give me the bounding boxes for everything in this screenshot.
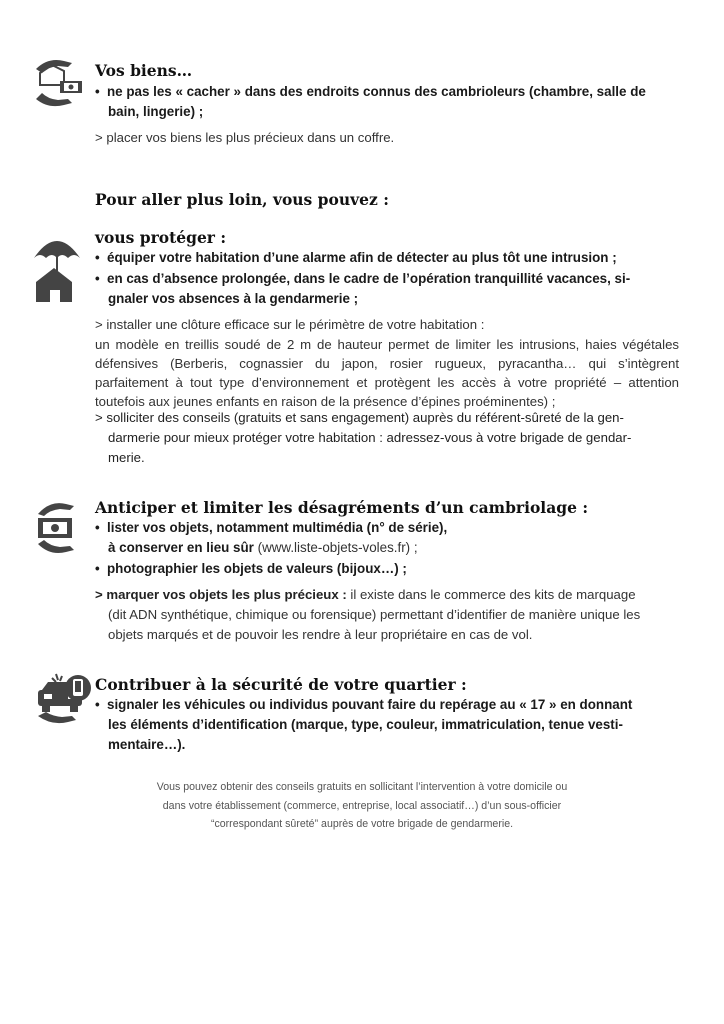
bullet-item: • signaler les véhicules ou individus pouvant faire du repérage au « 17 » en donnant les éléments d’identification (marque, type, couleur, immatriculation, tenue vesti- mentaire…). (95, 697, 633, 752)
hands-money-icon (34, 498, 94, 560)
section-anticiper (95, 498, 685, 645)
footer-line: “correspondant sûreté” auprès de votre brigade de gendarmerie. (210, 818, 514, 830)
advice-line: (dit ADN synthétique, chimique ou forensique) permettant d’identifier de manière unique les (108, 607, 641, 622)
advice-line: objets marqués et de pouvoir les rendre à leur propriétaire en cas de vol. (108, 627, 533, 642)
advice-line: merie. (108, 450, 145, 465)
advice-line: > marquer vos objets les plus précieux : il existe dans le commerce des kits de marquage (95, 587, 636, 602)
advice-paragraph: un modèle en treillis soudé de 2 m de hauteur permet de limiter les intrusions, haies végétales défensives (Berberis, cognassier du japon, rosier rugueux, pyracantha… qui s’intègrent parfaitement à tout type d’environnement et protègent les accès à votre propriété – attention toutefois aux jeunes enfants en raison de la présence d’épines proéminentes) ; (95, 337, 679, 409)
advice-line: > placer vos biens les plus précieux dans un coffre. (95, 130, 395, 145)
bullet-item: • ne pas les « cacher » dans des endroits connus des cambrioleurs (chambre, salle de bain, lingerie) ; (95, 84, 646, 119)
section-title: Vos biens… (95, 61, 193, 80)
hands-house-money-icon (34, 55, 94, 111)
advice-line: > installer une clôture efficace sur le périmètre de votre habitation : (95, 317, 485, 332)
footer-line: dans votre établissement (commerce, entreprise, local associatif…) d’un sous-officier (162, 799, 562, 812)
section-title: Anticiper et limiter les désagréments d’un cambriolage : (95, 498, 589, 517)
bullet-item: • équiper votre habitation d’une alarme afin de détecter au plus tôt une intrusion ; (95, 250, 617, 265)
section-vos-biens (95, 61, 685, 148)
bullet-item: • photographier les objets de valeurs (bijoux…) ; (95, 561, 407, 576)
advice-line: darmerie pour mieux protéger votre habitation : adressez-vous à votre brigade de gendar- (108, 430, 632, 445)
section-title: Contribuer à la sécurité de votre quartier : (95, 675, 467, 694)
footer-note (110, 778, 614, 834)
section-heading: Pour aller plus loin, vous pouvez : (95, 190, 389, 209)
advice-line: > solliciter des conseils (gratuits et sans engagement) auprès du référent-sûreté de la gen- (95, 410, 624, 425)
bullet-item: • en cas d’absence prolongée, dans le cadre de l’opération tranquillité vacances, si- gnaler vos absences à la gendarmerie ; (95, 271, 631, 306)
footer-line: Vous pouvez obtenir des conseils gratuits en sollicitant l’intervention à votre domicile ou (156, 781, 568, 793)
section-quartier (95, 675, 685, 755)
section-vous-proteger (95, 228, 685, 335)
advice-referent (95, 408, 685, 468)
section-title: vous protéger : (95, 228, 227, 247)
bullet-item: • lister vos objets, notamment multimédia (n° de série), à conserver en lieu sûr (www.liste-objets-voles.fr) ; (95, 520, 448, 555)
umbrella-house-icon (32, 228, 82, 304)
car-phone-icon (34, 672, 96, 728)
